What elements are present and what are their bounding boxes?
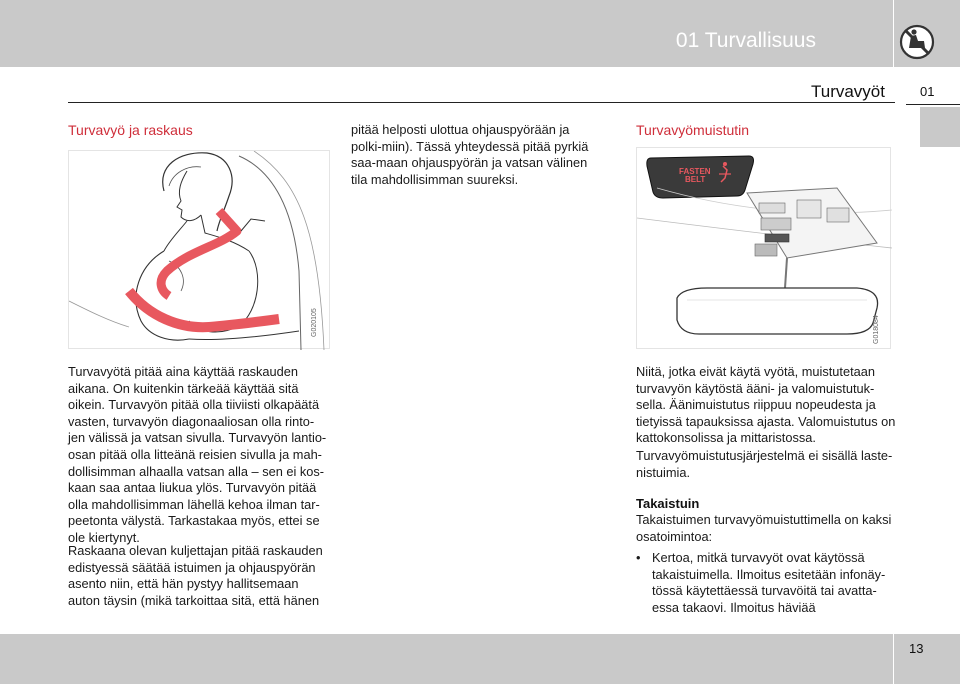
- footer-bar: [0, 634, 893, 684]
- seatbelt-reminder-figure: [636, 147, 891, 349]
- subheading-rear-seat: Takaistuin: [636, 496, 700, 511]
- pregnancy-seatbelt-figure: [68, 150, 330, 349]
- middle-paragraph: [351, 122, 599, 188]
- no-child-seat-icon: [896, 21, 938, 63]
- fasten-label: FASTEN: [679, 167, 711, 176]
- page-number-box: [894, 634, 960, 684]
- bullet-text: Kertoa, mitkä turvavyöt ovat käytössä takaistuimella. Ilmoitus esitetään infonäy-tössä käytettäessä turvavöitä tai avatta-essa takaovi. Ilmoitus häviää: [652, 550, 886, 615]
- paragraph-text: Takaistuimen turvavyömuistuttimella on kaksi osatoimintoa:: [636, 512, 892, 544]
- paragraph-text: Turvavyömuistutusjärjestelmä ei sisällä laste-nistuimia.: [636, 448, 893, 480]
- page-number: 13: [909, 641, 924, 656]
- chapter-box: [906, 77, 960, 105]
- paragraph-text: Turvavyötä pitää aina käyttää raskauden aikana. On kuitenkin tärkeää käyttää sitä oikein. Turvavyön pitää olla tiiviisti olkapäätä vasten, turvavyön diagonaaliosan olla rinto-jen välissä ja vatsan sivulla. Turvavyön lantio-osan pitää olla litteänä reisien sivulla ja mah-dollisimman alhaalla vatsan alla – sen ei kos-kaan saa antaa liukua ylös. Turvavyön pitää olla mahdollisimman lähellä kehoa ilman tar-peetonta välystä. Tarkastakaa myös, ettei se ole kiertynyt.: [68, 364, 327, 545]
- pregnant-woman-illustration: [69, 151, 331, 350]
- bullet-item: [636, 550, 896, 615]
- chapter-title: 01 Turvallisuus: [675, 29, 816, 52]
- belt-label: BELT: [685, 175, 706, 184]
- paragraph-text: Raskaana olevan kuljettajan pitää raskauden edistyessä säätää istuimen ja ohjauspyörän asento niin, että hän pystyy hallitsemaan auton täysin (mikä tarkoittaa sitä, että hänen: [68, 543, 323, 608]
- figure-code: G018084: [873, 315, 880, 344]
- section-header: [68, 77, 895, 103]
- figure-code: G020105: [311, 308, 318, 337]
- left-paragraph-2: [68, 543, 330, 609]
- chapter-number: 01: [920, 84, 935, 99]
- paragraph-text: Niitä, jotka eivät käytä vyötä, muistutetaan turvavyön käytöstä ääni- ja valomuistutuk-sella. Äänimuistutus riippuu nopeudesta ja tietyissä tapauksissa ajasta. Valomuistutus on kattokonsolissa ja mittaristossa.: [636, 364, 896, 446]
- heading-seatbelt-pregnancy: Turvavyö ja raskaus: [68, 122, 193, 138]
- roof-console-illustration: [637, 148, 892, 350]
- header-bar: [0, 0, 893, 67]
- right-paragraph-1: [636, 364, 896, 447]
- right-paragraph-3: [636, 512, 896, 545]
- left-paragraph-1: [68, 364, 330, 547]
- bullet-icon: •: [636, 550, 641, 565]
- section-title: Turvavyöt: [810, 82, 885, 101]
- side-tab: [920, 107, 960, 147]
- paragraph-text: pitää helposti ulottua ohjauspyörään ja polki-miin). Tässä yhteydessä pitää pyrkiä saa-maan ohjauspyörän ja vatsan välinen tila mahdollisimman suureksi.: [351, 122, 589, 187]
- heading-seatbelt-reminder: Turvavyömuistutin: [636, 122, 750, 138]
- right-paragraph-2: [636, 448, 896, 481]
